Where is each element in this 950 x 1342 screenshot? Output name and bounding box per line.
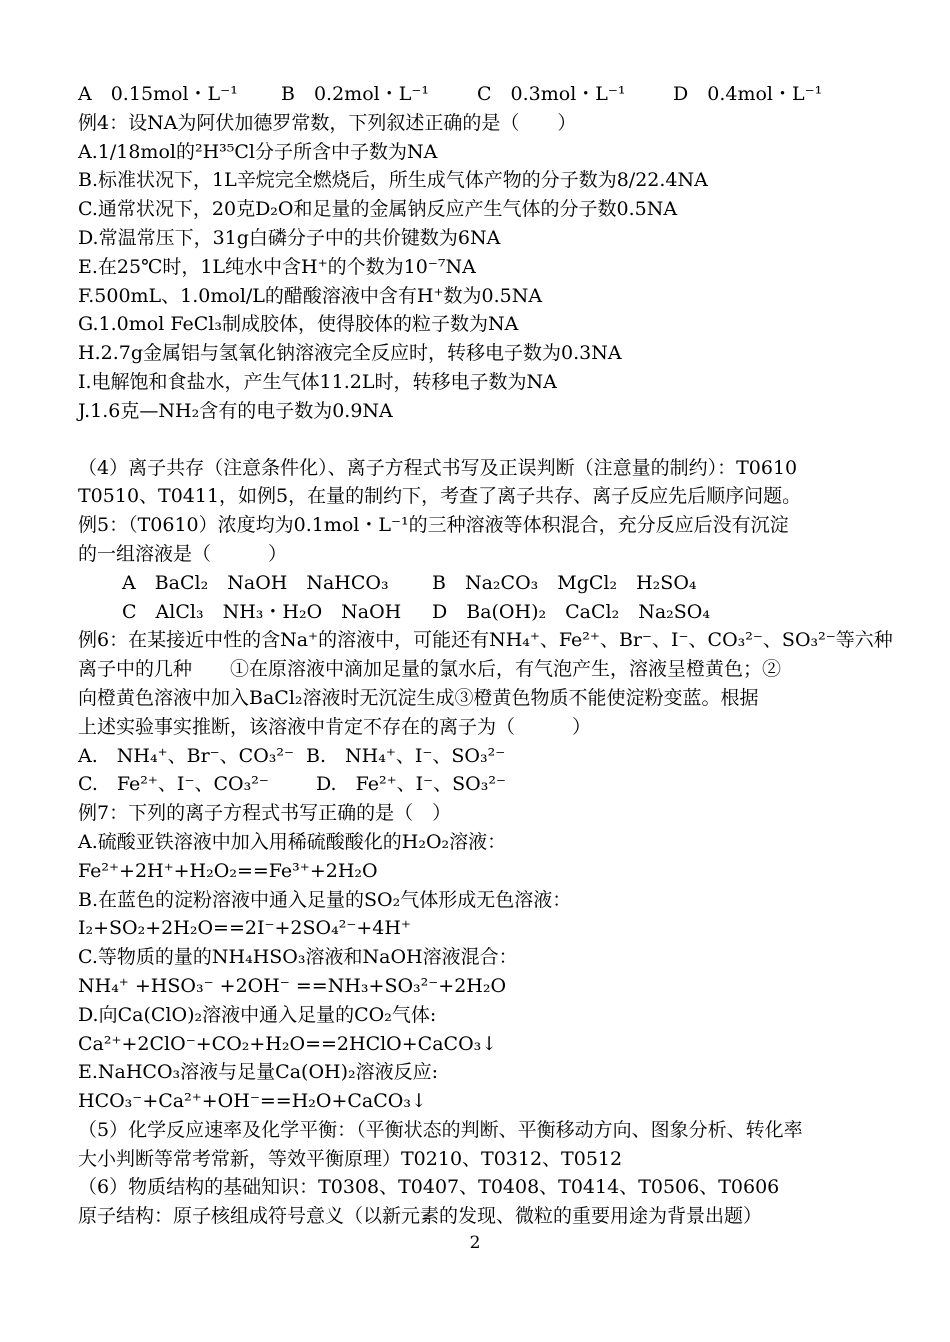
ex6-stem: 上述实验事实推断，该溶液中肯定不存在的离子为（ ） (78, 715, 592, 738)
paragraph-gap (78, 426, 878, 454)
ex4-item: I.电解饱和食盐水，产生气体11.2L时，转移电子数为NA (78, 370, 557, 393)
option-a: A. NH₄⁺、Br⁻、CO₃²⁻ (78, 744, 295, 767)
ex4-item: A.1/18mol的²H³⁵Cl分子所含中子数为NA (78, 140, 438, 163)
ex7-equation: Ca²⁺+2ClO⁻+CO₂+H₂O==2HClO+CaCO₃↓ (78, 1032, 498, 1055)
ex6-stem: 离子中的几种 ①在原溶液中滴加足量的氯水后，有气泡产生，溶液呈橙黄色；② (78, 658, 782, 681)
option-b: B. NH₄⁺、I⁻、SO₃²⁻ (306, 744, 506, 767)
ex4-item: C.通常状况下，20克D₂O和足量的金属钠反应产生气体的分子数0.5NA (78, 198, 678, 221)
ex7-equation: HCO₃⁻+Ca²⁺+OH⁻==H₂O+CaCO₃↓ (78, 1090, 427, 1113)
ex6-stem: 例6：在某接近中性的含Na⁺的溶液中，可能还有NH₄⁺、Fe²⁺、Br⁻、I⁻、CO₃²⁻、SO₃²⁻等六种 (78, 629, 893, 652)
option-a: A BaCl₂ NaOH NaHCO₃ (122, 571, 389, 594)
ex4-item: G.1.0mol FeCl₃制成胶体，使得胶体的粒子数为NA (78, 313, 519, 336)
ex4-item: F.500mL、1.0mol/L的醋酸溶液中含有H⁺数为0.5NA (78, 284, 543, 307)
ex7-item: C.等物质的量的NH₄HSO₃溶液和NaOH溶液混合： (78, 946, 518, 969)
ex7-equation: Fe²⁺+2H⁺+H₂O₂==Fe³⁺+2H₂O (78, 859, 378, 882)
ex4-item: D.常温常压下，31g白磷分子中的共价键数为6NA (78, 226, 501, 249)
page-number: 2 (469, 1233, 481, 1253)
ex7-equation: I₂+SO₂+2H₂O==2I⁻+2SO₄²⁻+4H⁺ (78, 917, 411, 940)
section-5-text: 大小判断等常考常新，等效平衡原理）T0210、T0312、T0512 (78, 1147, 623, 1170)
ex4-item: B.标准状况下，1L辛烷完全燃烧后，所生成气体产物的分子数为8/22.4NA (78, 169, 708, 192)
atomic-structure-text: 原子结构：原子核组成符号意义（以新元素的发现、微粒的重要用途为背景出题） (78, 1205, 763, 1228)
ex7-item: A.硫酸亚铁溶液中加入用稀硫酸酸化的H₂O₂溶液： (78, 830, 507, 853)
option-a: A 0.15mol・L⁻¹ (78, 83, 238, 105)
ex7-equation: NH₄⁺ +HSO₃⁻ +2OH⁻ ==NH₃+SO₃²⁻+2H₂O (78, 974, 507, 997)
ex7-item: D.向Ca(ClO)₂溶液中通入足量的CO₂气体: (78, 1003, 437, 1026)
option-c: C 0.3mol・L⁻¹ (477, 83, 626, 105)
option-b: B Na₂CO₃ MgCl₂ H₂SO₄ (432, 571, 697, 594)
option-c: C. Fe²⁺、I⁻、CO₃²⁻ (78, 773, 269, 796)
ex6-options-row (78, 770, 878, 799)
ex4-item: E.在25℃时，1L纯水中含H⁺的个数为10⁻⁷NA (78, 255, 476, 278)
ex4-item: J.1.6克—NH₂含有的电子数为0.9NA (78, 399, 393, 422)
section-6-heading: （6）物质结构的基础知识：T0308、T0407、T0408、T0414、T0506、T0606 (78, 1176, 780, 1199)
ex4-stem: 例4：设NA为阿伏加德罗常数，下列叙述正确的是（ ） (78, 111, 577, 134)
ex7-item: B.在蓝色的淀粉溶液中通入足量的SO₂气体形成无色溶液： (78, 888, 572, 911)
option-b: B 0.2mol・L⁻¹ (281, 83, 429, 105)
section-5-heading: （5）化学反应速率及化学平衡：（平衡状态的判断、平衡移动方向、图象分析、转化率 (78, 1118, 803, 1141)
option-d: D Ba(OH)₂ CaCl₂ Na₂SO₄ (432, 600, 710, 623)
section-4-heading: （4）离子共存（注意条件化）、离子方程式书写及正误判断（注意量的制约）：T0610 (78, 456, 798, 479)
ex5-options-row (78, 598, 878, 627)
ex5-stem: 例5：（T0610）浓度均为0.1mol・L⁻¹的三种溶液等体积混合，充分反应后没有沉淀 (78, 514, 789, 537)
ex6-stem: 向橙黄色溶液中加入BaCl₂溶液时无沉淀生成③橙黄色物质不能使淀粉变蓝。根据 (78, 686, 759, 709)
ex3-options (78, 80, 878, 109)
ex5-stem: 的一组溶液是（ ） (78, 542, 288, 565)
option-c: C AlCl₃ NH₃・H₂O NaOH (122, 600, 402, 623)
option-d: D 0.4mol・L⁻¹ (673, 83, 823, 105)
ex7-item: E.NaHCO₃溶液与足量Ca(OH)₂溶液反应: (78, 1061, 439, 1084)
document-body (78, 80, 893, 1231)
ex5-options-row (78, 569, 878, 598)
option-d: D. Fe²⁺、I⁻、SO₃²⁻ (316, 773, 507, 796)
section-4-text: T0510、T0411，如例5，在量的制约下，考查了离子共存、离子反应先后顺序问题。 (78, 485, 802, 508)
ex6-options-row (78, 742, 878, 771)
ex7-stem: 例7：下列的离子方程式书写正确的是（ ） (78, 802, 452, 825)
ex4-item: H.2.7g金属铝与氢氧化钠溶液完全反应时，转移电子数为0.3NA (78, 342, 622, 365)
